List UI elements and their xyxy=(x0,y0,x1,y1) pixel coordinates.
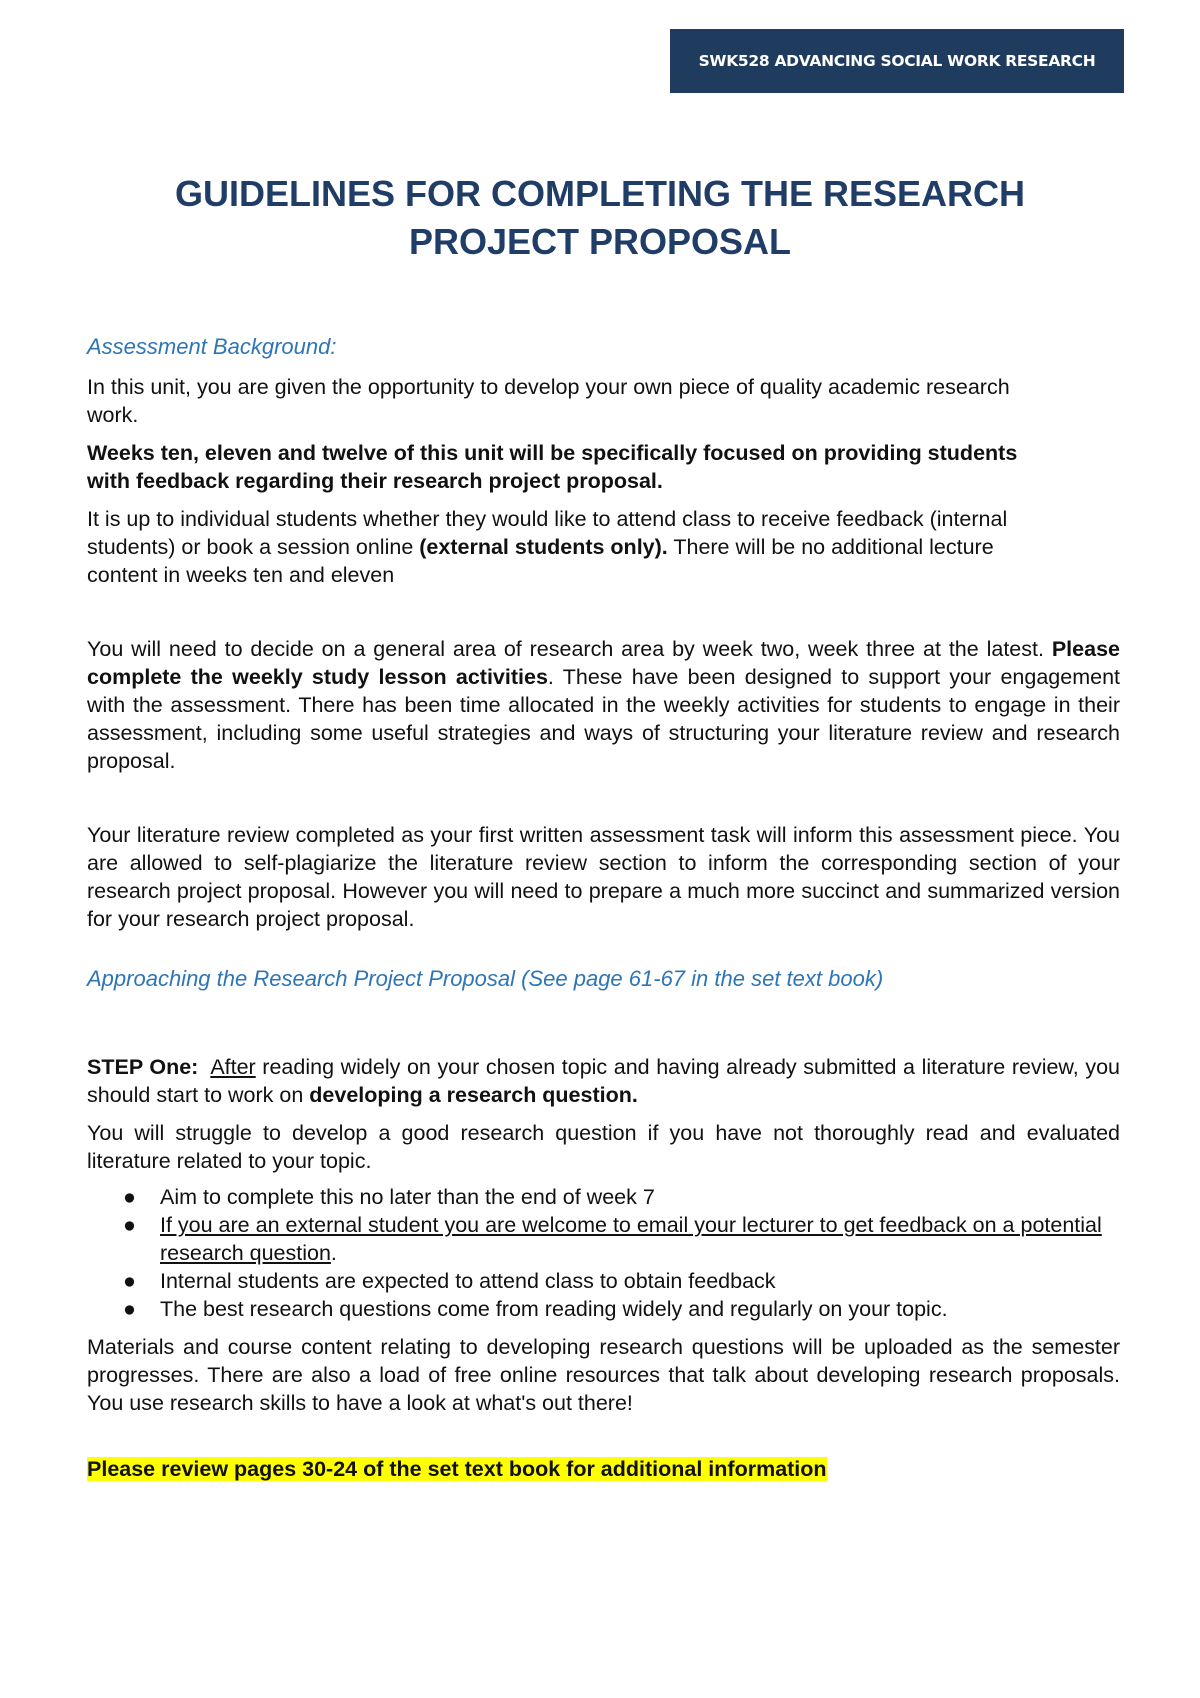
attendance-text-c: There will be no additional lecture content in weeks ten and eleven xyxy=(87,535,994,587)
literature-review-paragraph: Your literature review completed as your first written assessment task will inform this assessment piece. You are allowed to self-plagiarize the literature review section to inform the corresponding section of your research project proposal. However you will need to prepare a much more succinct and summarized version for your research project proposal. xyxy=(87,823,1120,931)
document-title xyxy=(60,170,1140,266)
bullet-text-2: If you are an external student you are welcome to email your lecturer to get feedback on a potential research question xyxy=(160,1213,1102,1265)
research-area-text-c: . These have been designed to support your engagement with the assessment. There has been time allocated in the weekly activities for students to engage in their assessment, including some useful strategies and ways of structuring your literature review and research proposal. xyxy=(87,665,1120,773)
step-one-label: STEP One: xyxy=(87,1055,199,1079)
document-body xyxy=(87,333,1120,1483)
materials-paragraph: Materials and course content relating to developing research questions will be uploaded as the semester progresses. There are also a load of free online resources that talk about developing research proposals. You use research skills to have a look at what's out there! xyxy=(87,1335,1120,1415)
attendance-text-bold: (external students only). xyxy=(419,535,668,559)
research-area-text-a: You will need to decide on a general area of research area by week two, week three at the latest. xyxy=(87,637,1052,661)
list-item xyxy=(123,1267,1120,1295)
bullet-icon: ● xyxy=(123,1213,136,1237)
bullet-icon: ● xyxy=(123,1185,136,1209)
step-one-text-a: reading widely on your chosen topic and having already submitted a literature review, you should start to work on xyxy=(87,1055,1120,1107)
title-line-1: GUIDELINES FOR COMPLETING THE RESEARCH xyxy=(174,173,1026,214)
step-one-paragraph xyxy=(87,1053,1120,1109)
course-label: SWK528 ADVANCING SOCIAL WORK RESEARCH xyxy=(698,52,1096,70)
attendance-paragraph xyxy=(87,505,1120,589)
title-line-2: PROJECT PROPOSAL xyxy=(408,221,792,262)
highlighted-review-note: Please review pages 30-24 of the set text book for additional information xyxy=(87,1457,827,1481)
list-item xyxy=(123,1183,1120,1211)
bullet-text-1: Aim to complete this no later than the end of week 7 xyxy=(160,1185,655,1209)
research-area-paragraph xyxy=(87,635,1120,775)
bullet-text-2-suffix: . xyxy=(330,1241,337,1265)
bullet-icon: ● xyxy=(123,1269,136,1293)
attendance-text-a: It is up to individual students whether they would like to attend class to receive feedback (internal students) or book a session online xyxy=(87,507,1008,559)
approaching-heading: Approaching the Research Project Proposal (See page 61-67 in the set text book) xyxy=(87,966,884,991)
struggle-paragraph: You will struggle to develop a good research question if you have not thoroughly read and evaluated literature related to your topic. xyxy=(87,1121,1120,1173)
assessment-background-heading: Assessment Background: xyxy=(87,334,337,359)
highlight-note-paragraph xyxy=(87,1455,1120,1483)
feedback-weeks-text: Weeks ten, eleven and twelve of this unit will be specifically focused on providing students with feedback regarding their research project proposal. xyxy=(87,441,1018,493)
bullet-text-3: Internal students are expected to attend class to obtain feedback xyxy=(160,1269,776,1293)
bullet-text-4: The best research questions come from reading widely and regularly on your topic. xyxy=(160,1297,948,1321)
research-area-text-bold: Please complete the weekly study lesson activities xyxy=(87,637,1120,689)
step-one-after: After xyxy=(210,1055,256,1079)
intro-paragraph: In this unit, you are given the opportunity to develop your own piece of quality academic research work. xyxy=(87,375,1010,427)
bullet-icon: ● xyxy=(123,1297,136,1321)
step-one-text-bold: developing a research question. xyxy=(309,1083,638,1107)
step-one-bullet-list xyxy=(87,1183,1120,1323)
course-header-banner xyxy=(670,29,1124,93)
list-item xyxy=(123,1295,1120,1323)
feedback-weeks-paragraph xyxy=(87,439,1120,495)
list-item xyxy=(123,1211,1120,1267)
